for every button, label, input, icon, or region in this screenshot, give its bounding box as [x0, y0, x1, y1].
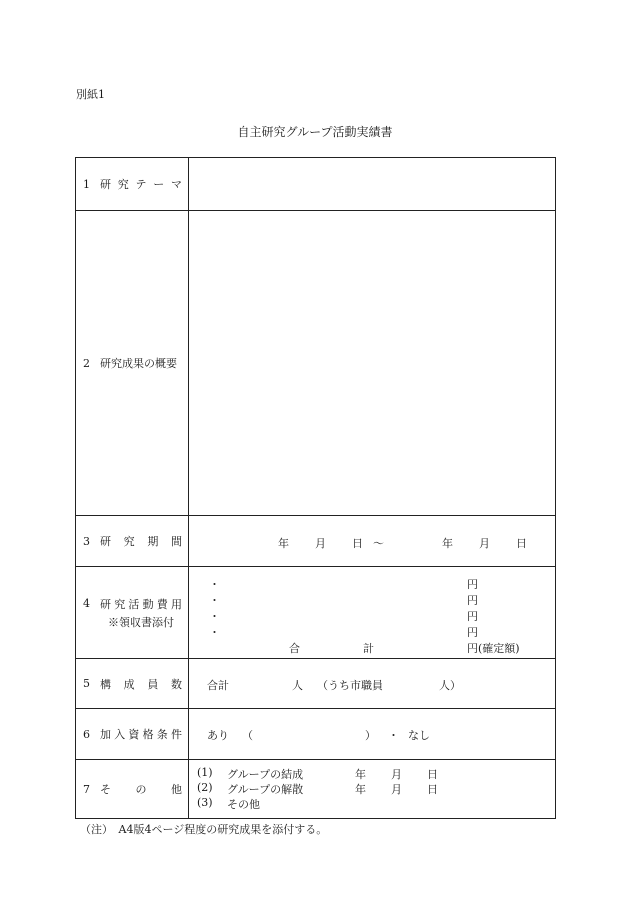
label-char: マ [171, 178, 182, 191]
label-char: 加 [100, 728, 111, 741]
label-char: 員 [147, 677, 159, 691]
receipt-note: ※領収書添付 [108, 615, 174, 629]
row-eligibility [76, 708, 555, 759]
cost-bullet: ・ [209, 626, 220, 639]
member-count-field[interactable] [189, 659, 555, 708]
row-number: 7 [83, 782, 90, 796]
row-activity-cost [76, 566, 555, 658]
label-char: 究 [117, 178, 129, 191]
period-end-day: 日 [516, 537, 527, 550]
row-number: 2 [83, 356, 90, 370]
other-item-year: 年 [355, 783, 366, 796]
label-text: 研究成果の概要 [100, 357, 177, 370]
label-research-summary [76, 211, 189, 515]
footnote: （注） A4版4ページ程度の研究成果を添付する。 [80, 823, 328, 836]
cost-total-label-b: 計 [363, 642, 374, 655]
label-char: 入 [114, 728, 126, 741]
cost-yen: 円 [467, 578, 478, 591]
label-char: 他 [171, 783, 182, 796]
other-item-text: その他 [227, 798, 260, 811]
other-item-number: (3) [197, 796, 213, 809]
attachment-label: 別紙1 [76, 88, 105, 101]
label-text [100, 533, 188, 549]
eligibility-open-paren: （ [242, 729, 253, 742]
members-person-unit: 人 [292, 679, 303, 692]
label-char: 活 [128, 597, 140, 611]
label-eligibility [76, 709, 189, 759]
label-char: そ [100, 783, 111, 796]
label-char: 条 [156, 728, 168, 741]
label-char: の [135, 783, 147, 796]
row-number: 1 [83, 177, 90, 191]
row-number: 4 [83, 597, 90, 610]
other-item-day: 日 [427, 783, 438, 796]
label-research-period [76, 516, 189, 566]
label-text [100, 726, 188, 742]
research-theme-field[interactable] [189, 158, 555, 210]
row-number: 3 [83, 534, 90, 548]
other-item-month: 月 [391, 783, 402, 796]
label-char: 用 [170, 597, 182, 611]
label-text [100, 176, 188, 192]
report-form-table [75, 157, 556, 819]
period-start-month: 月 [315, 537, 326, 550]
row-research-theme [76, 158, 555, 210]
label-char: 期 [147, 535, 159, 548]
label-char: 研 [100, 597, 111, 611]
period-end-year: 年 [442, 537, 453, 550]
label-text [100, 676, 188, 692]
period-end-month: 月 [479, 537, 490, 550]
eligibility-close-paren: ） [365, 729, 376, 742]
label-text [100, 781, 188, 797]
label-activity-cost [76, 567, 189, 658]
label-char: 動 [142, 597, 154, 611]
row-research-summary [76, 210, 555, 515]
research-summary-field[interactable] [189, 211, 555, 515]
label-char: 費 [156, 597, 168, 611]
cost-yen: 円 [467, 594, 478, 607]
document-title: 自主研究グループ活動実績書 [237, 125, 393, 139]
other-item-number: (2) [197, 781, 213, 794]
other-item-text: グループの解散 [227, 783, 304, 796]
other-item-month: 月 [391, 768, 402, 781]
cost-yen: 円 [467, 610, 478, 623]
label-char: 究 [123, 535, 135, 548]
cost-total-yen: 円(確定額) [467, 642, 520, 655]
label-char: テ [135, 178, 147, 191]
activity-cost-field[interactable] [189, 567, 555, 658]
label-char: 構 [100, 677, 111, 691]
other-item-text: グループの結成 [227, 768, 304, 781]
members-city-staff-unit: 人） [439, 679, 461, 692]
label-char: 究 [114, 597, 126, 611]
members-city-staff-label: （うち市職員 [317, 679, 383, 692]
label-research-theme [76, 158, 189, 210]
other-item-day: 日 [427, 768, 438, 781]
members-total-label: 合計 [207, 679, 229, 692]
label-char: 研 [100, 535, 111, 548]
label-char: 成 [123, 677, 135, 691]
label-char: 数 [170, 677, 182, 691]
label-member-count [76, 659, 189, 708]
cost-bullet: ・ [209, 594, 220, 607]
eligibility-separator: ・ [388, 729, 399, 742]
period-start-year: 年 [278, 537, 289, 550]
period-start-day: 日 [352, 537, 363, 550]
row-member-count [76, 658, 555, 708]
cost-bullet: ・ [209, 578, 220, 591]
label-char: 研 [100, 178, 111, 191]
other-item-year: 年 [355, 768, 366, 781]
label-char: ー [153, 178, 165, 191]
eligibility-no-option[interactable]: なし [408, 729, 430, 742]
eligibility-field[interactable] [189, 709, 555, 759]
row-other [76, 759, 555, 818]
row-research-period [76, 515, 555, 566]
other-field[interactable] [189, 760, 555, 818]
cost-bullet: ・ [209, 610, 220, 623]
label-char: 件 [170, 728, 182, 741]
eligibility-yes-option[interactable]: あり [207, 729, 229, 742]
label-text [100, 596, 188, 612]
cost-yen: 円 [467, 626, 478, 639]
period-tilde: ～ [373, 537, 384, 550]
label-char: 格 [142, 728, 154, 741]
cost-total-label-a: 合 [289, 642, 300, 655]
label-char: 資 [128, 728, 140, 741]
other-item-number: (1) [197, 766, 213, 779]
row-number: 6 [83, 727, 90, 741]
row-number: 5 [83, 677, 90, 690]
label-other [76, 760, 189, 818]
label-char: 間 [170, 535, 182, 548]
research-period-field[interactable] [189, 516, 555, 566]
